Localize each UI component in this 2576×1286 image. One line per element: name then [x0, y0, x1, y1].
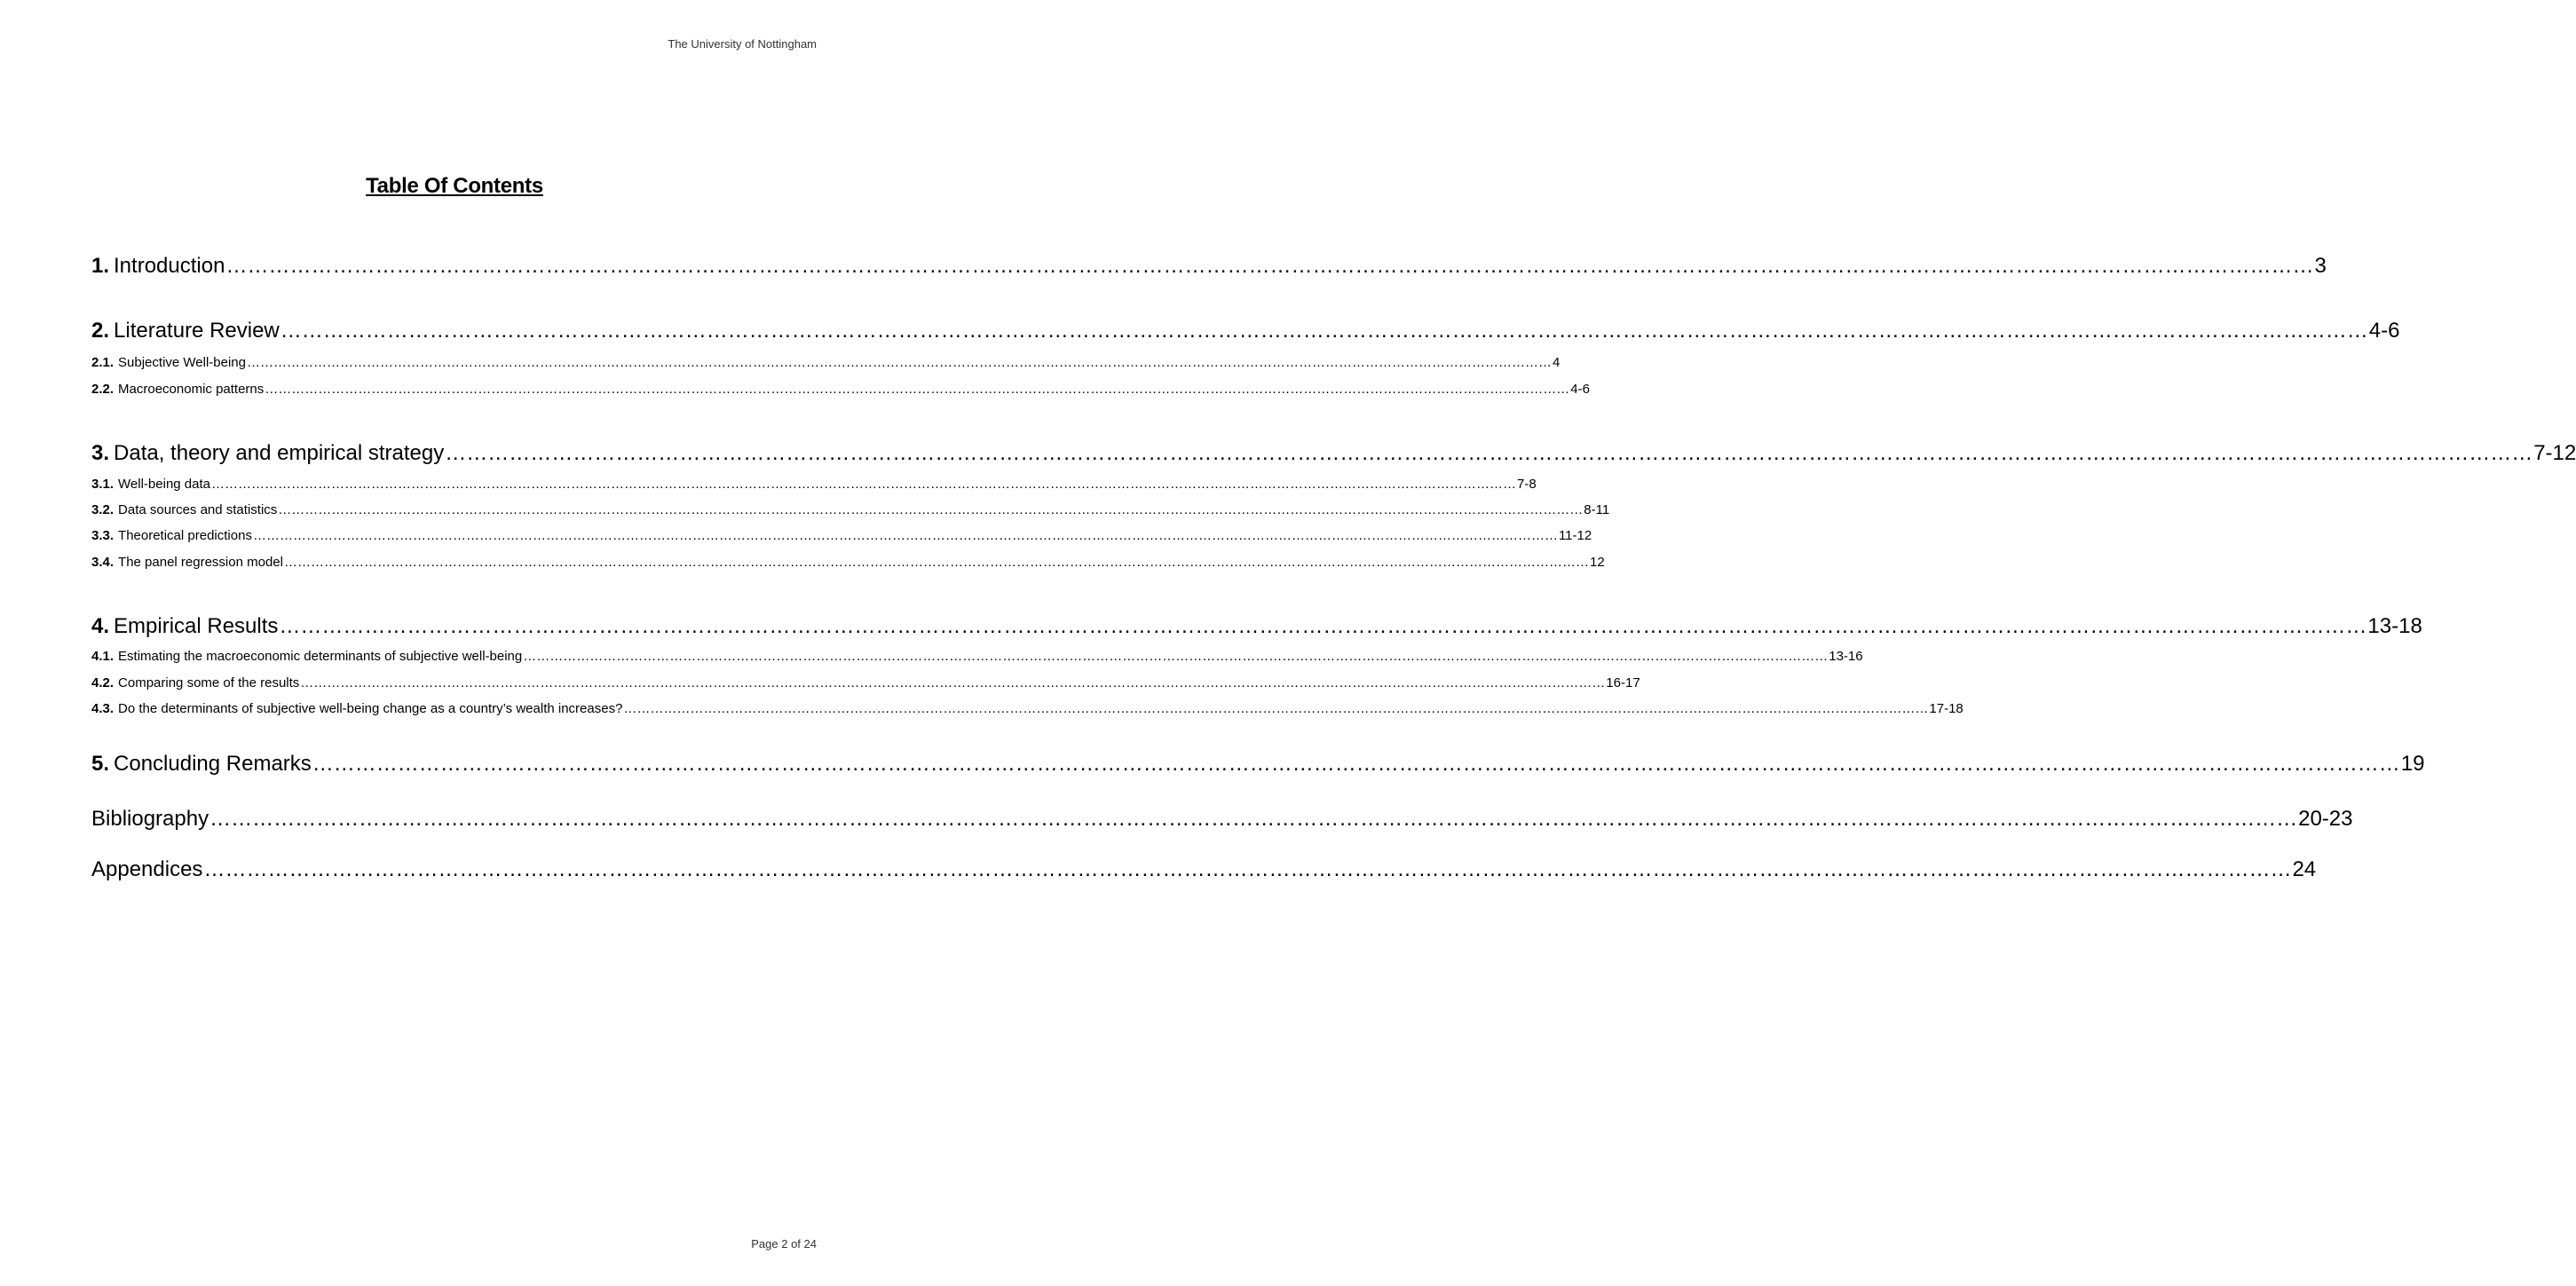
toc-entry-title: Literature Review — [114, 319, 280, 343]
toc-leader: …………………………………………………………………………………………………………………………………………………………………………………………………………………………………………………………………… — [265, 382, 1570, 397]
toc-leader: …………………………………………………………………………………………………………………………………………………………………………………………………………………………………………………………………… — [209, 807, 2298, 831]
toc-entry-title: Appendices — [91, 857, 203, 881]
toc-title: Table Of Contents — [366, 174, 543, 198]
toc-entry-page: 7-8 — [1516, 477, 1537, 492]
toc-entry-page: 8-11 — [1584, 502, 1610, 517]
toc-leader: …………………………………………………………………………………………………………………………………………………………………………………………………………………………………………………………………… — [247, 355, 1552, 370]
toc-leader: …………………………………………………………………………………………………………………………………………………………………………………………………………………………………………………………………… — [445, 441, 2533, 465]
toc-leader: …………………………………………………………………………………………………………………………………………………………………………………………………………………………………………………………………… — [623, 701, 1929, 716]
toc-entry-subjective-well-being[interactable] — [91, 353, 1561, 373]
toc-entry-number: 5. — [91, 752, 110, 776]
toc-entry-estimating-determinants[interactable] — [91, 647, 1863, 667]
toc-entry-theoretical-predictions[interactable] — [91, 526, 1592, 546]
toc-entry-panel-regression[interactable] — [91, 553, 1605, 572]
toc-leader: …………………………………………………………………………………………………………………………………………………………………………………………………………………………………………………………………… — [225, 254, 2314, 278]
page-indicator: Page 2 of 24 — [751, 1237, 817, 1250]
toc-entry-number: 3.3. — [91, 528, 115, 543]
toc-entry-literature-review[interactable] — [91, 317, 2400, 345]
toc-entry-number: 3.1. — [91, 477, 115, 492]
toc-entry-title: Bibliography — [91, 807, 209, 831]
toc-entry-introduction[interactable] — [91, 252, 2327, 280]
toc-leader: …………………………………………………………………………………………………………………………………………………………………………………………………………………………………………………………………… — [523, 649, 1829, 664]
toc-entry-page: 3 — [2314, 254, 2327, 278]
toc-entry-title: Well-being data — [118, 477, 210, 492]
toc-entry-comparing-results[interactable] — [91, 674, 1640, 693]
toc-entry-title: Data sources and statistics — [118, 502, 278, 517]
toc-entry-data-sources[interactable] — [91, 501, 1610, 520]
toc-leader: …………………………………………………………………………………………………………………………………………………………………………………………………………………………………………………………………… — [280, 319, 2368, 343]
toc-entry-title: Data, theory and empirical strategy — [114, 441, 445, 465]
toc-entry-page: 11-12 — [1558, 528, 1592, 543]
toc-entry-number: 4.1. — [91, 649, 115, 664]
toc-entry-title: Theoretical predictions — [118, 528, 252, 543]
toc-entry-page: 19 — [2400, 752, 2425, 776]
toc-entry-bibliography[interactable] — [91, 805, 2353, 833]
toc-entry-page: 13-16 — [1829, 649, 1863, 664]
toc-leader: …………………………………………………………………………………………………………………………………………………………………………………………………………………………………………………………………… — [210, 477, 1516, 492]
toc-leader: …………………………………………………………………………………………………………………………………………………………………………………………………………………………………………………………………… — [300, 675, 1606, 690]
toc-entry-appendices[interactable] — [91, 856, 2317, 884]
toc-entry-number: 4.2. — [91, 675, 115, 690]
toc-entry-page: 17-18 — [1929, 701, 1964, 716]
toc-entry-empirical-results[interactable] — [91, 612, 2422, 641]
toc-entry-page: 13-18 — [2367, 614, 2422, 638]
toc-entry-title: Estimating the macroeconomic determinants of subjective well-being — [118, 649, 523, 664]
toc-leader: …………………………………………………………………………………………………………………………………………………………………………………………………………………………………………………………………… — [312, 752, 2400, 776]
toc-entry-page: 7-12 — [2533, 441, 2576, 465]
toc-entry-number: 4. — [91, 614, 110, 638]
toc-entry-number: 2.2. — [91, 382, 115, 397]
toc-entry-number: 4.3. — [91, 701, 115, 716]
toc-entry-title: Comparing some of the results — [118, 675, 300, 690]
toc-entry-title: Macroeconomic patterns — [118, 382, 265, 397]
toc-entry-title: Do the determinants of subjective well-being change as a country’s wealth increases? — [118, 701, 623, 716]
toc-leader: …………………………………………………………………………………………………………………………………………………………………………………………………………………………………………………………………… — [252, 528, 1558, 543]
toc-entry-title: The panel regression model — [118, 555, 283, 570]
toc-entry-determinants-change[interactable] — [91, 699, 1964, 719]
toc-leader: …………………………………………………………………………………………………………………………………………………………………………………………………………………………………………………………………… — [203, 857, 2292, 881]
toc-entry-number: 1. — [91, 254, 110, 278]
toc-entry-number: 3.2. — [91, 502, 115, 517]
toc-entry-page: 12 — [1589, 555, 1605, 570]
toc-entry-page: 20-23 — [2298, 807, 2353, 831]
toc-entry-page: 4-6 — [2368, 319, 2400, 343]
toc-entry-number: 3.4. — [91, 555, 115, 570]
toc-entry-well-being-data[interactable] — [91, 475, 1537, 494]
toc-entry-title: Concluding Remarks — [114, 752, 312, 776]
toc-entry-page: 4-6 — [1570, 382, 1590, 397]
toc-entry-page: 24 — [2292, 857, 2317, 881]
toc-entry-concluding-remarks[interactable] — [91, 750, 2425, 778]
toc-entry-title: Subjective Well-being — [118, 355, 246, 370]
toc-entry-macroeconomic-patterns[interactable] — [91, 380, 1590, 399]
toc-entry-title: Introduction — [114, 254, 225, 278]
toc-leader: …………………………………………………………………………………………………………………………………………………………………………………………………………………………………………………………………… — [279, 614, 2367, 638]
toc-leader: …………………………………………………………………………………………………………………………………………………………………………………………………………………………………………………………………… — [278, 502, 1584, 517]
toc-entry-number: 2.1. — [91, 355, 115, 370]
toc-entry-page: 4 — [1553, 355, 1561, 370]
toc-entry-title: Empirical Results — [114, 614, 279, 638]
toc-entry-number: 2. — [91, 319, 110, 343]
toc-entry-data-theory-strategy[interactable] — [91, 439, 2576, 468]
toc-entry-page: 16-17 — [1606, 675, 1640, 690]
running-header: The University of Nottingham — [668, 37, 817, 51]
toc-leader: …………………………………………………………………………………………………………………………………………………………………………………………………………………………………………………………………… — [283, 555, 1589, 570]
toc-entry-number: 3. — [91, 441, 110, 465]
